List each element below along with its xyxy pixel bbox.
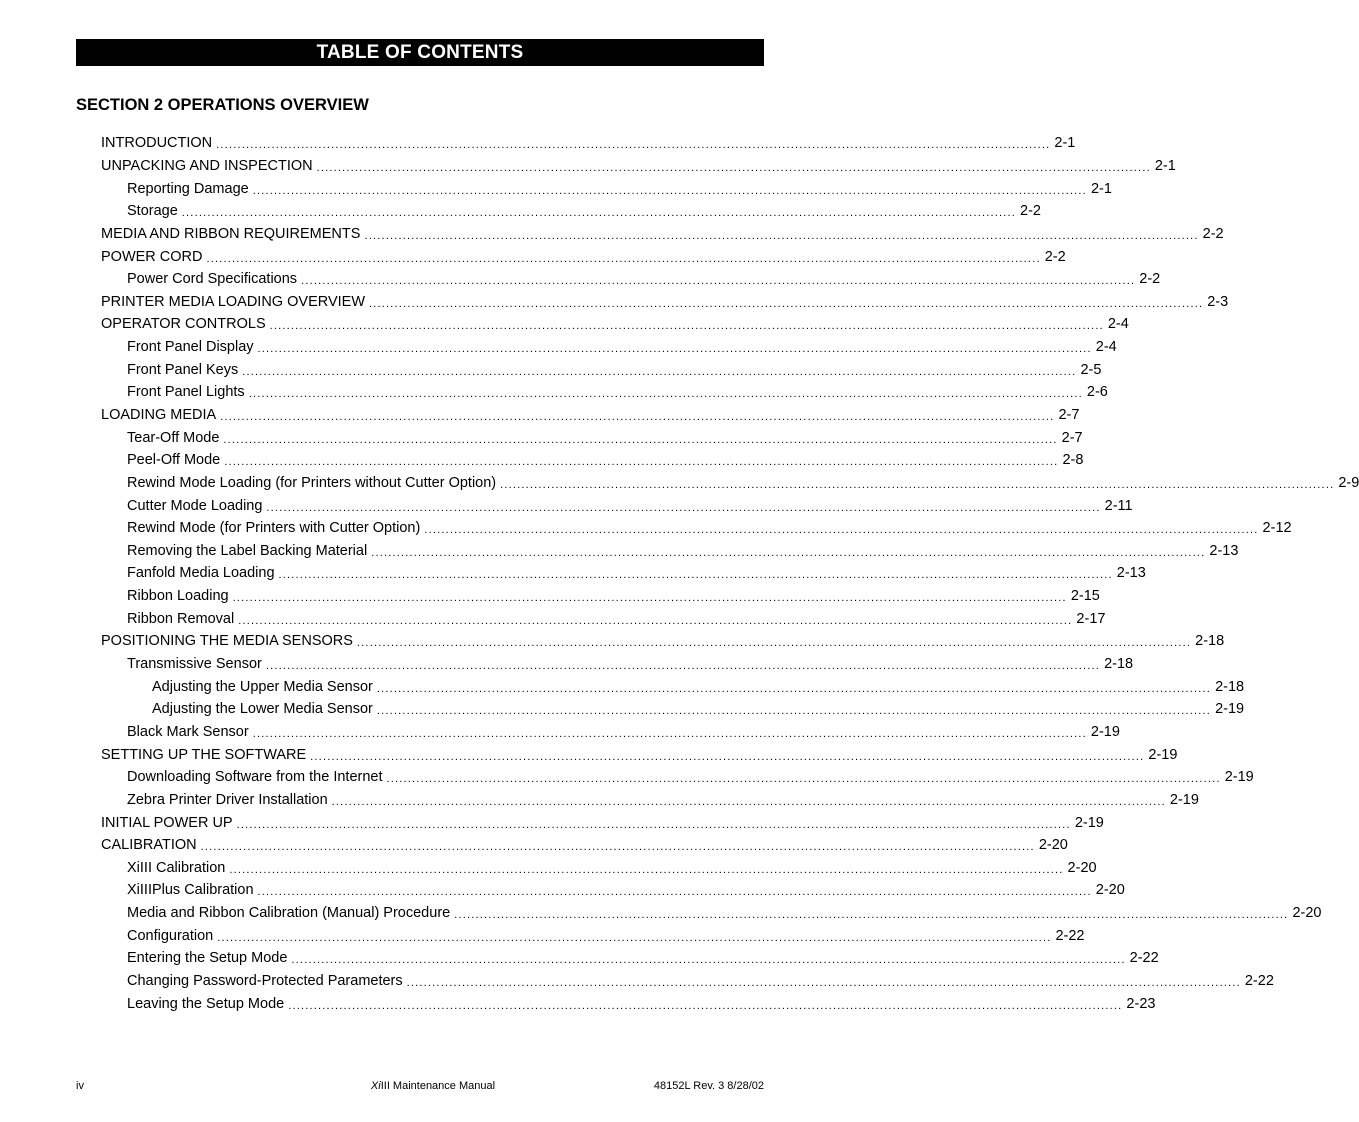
toc-entry-label: Front Panel Keys bbox=[127, 361, 239, 378]
toc-entry-page: 2-22 bbox=[1129, 950, 1159, 967]
toc-entry[interactable] bbox=[127, 381, 1108, 404]
dot-leader: .................................................................................................................................................................................................... bbox=[257, 886, 1092, 899]
toc-entry-page: 2-5 bbox=[1080, 361, 1102, 378]
toc-entry[interactable] bbox=[127, 426, 1083, 449]
toc-entry[interactable] bbox=[101, 811, 1104, 834]
toc-entry-page: 2-6 bbox=[1086, 384, 1108, 401]
toc-entry-page: 2-7 bbox=[1058, 407, 1080, 423]
dot-leader: .................................................................................................................................................................................................... bbox=[288, 999, 1123, 1012]
footer-manual-title-italic: Xi bbox=[370, 1080, 381, 1092]
toc-entry[interactable] bbox=[101, 155, 1176, 178]
toc-entry[interactable] bbox=[127, 607, 1106, 630]
toc-entry-label: Adjusting the Lower Media Sensor bbox=[152, 701, 373, 718]
toc-entry[interactable] bbox=[101, 245, 1066, 268]
toc-entry-label: Configuration bbox=[127, 927, 214, 944]
dot-leader: .................................................................................................................................................................................................... bbox=[229, 863, 1064, 876]
toc-entry-label: Front Panel Display bbox=[127, 339, 254, 356]
toc-entry-page: 2-15 bbox=[1070, 588, 1100, 605]
toc-entry-page: 2-4 bbox=[1095, 339, 1117, 356]
dot-leader: .................................................................................................................................................................................................... bbox=[265, 660, 1101, 673]
toc-entry-page: 2-8 bbox=[1062, 452, 1084, 469]
toc-entry-label: Fanfold Media Loading bbox=[127, 565, 275, 582]
dot-leader: .................................................................................................................................................................................................... bbox=[301, 275, 1136, 288]
dot-leader: .................................................................................................................................................................................................... bbox=[316, 161, 1151, 174]
toc-entry-label: Power Cord Specifications bbox=[127, 271, 298, 288]
toc-entry[interactable] bbox=[127, 721, 1120, 744]
toc-entry-label: Cutter Mode Loading bbox=[127, 497, 263, 514]
toc-entry-label: Transmissive Sensor bbox=[127, 656, 262, 673]
toc-entry-label: UNPACKING AND INSPECTION bbox=[101, 157, 313, 174]
dot-leader: .................................................................................................................................................................................................... bbox=[376, 705, 1212, 718]
toc-entry-page: 2-19 bbox=[1090, 723, 1120, 740]
dot-leader: .................................................................................................................................................................................................... bbox=[500, 478, 1335, 491]
toc-entry[interactable] bbox=[101, 630, 1225, 653]
toc-entry-label: POWER CORD bbox=[101, 248, 203, 265]
toc-entry-page: 2-9 bbox=[1338, 474, 1359, 491]
toc-entry[interactable] bbox=[127, 879, 1125, 902]
toc-entry-label: Zebra Printer Driver Installation bbox=[127, 791, 328, 808]
dot-leader: .................................................................................................................................................................................................... bbox=[217, 931, 1052, 944]
dot-leader: .................................................................................................................................................................................................... bbox=[356, 637, 1192, 650]
dot-leader: .................................................................................................................................................................................................... bbox=[310, 750, 1145, 763]
toc-entry-label: Storage bbox=[127, 203, 178, 220]
toc-entry-page: 2-19 bbox=[1215, 701, 1245, 718]
toc-entry-page: 2-12 bbox=[1262, 520, 1292, 537]
toc-entry-page: 2-7 bbox=[1061, 429, 1083, 446]
toc-entry-page: 2-19 bbox=[1224, 769, 1254, 786]
dot-leader: .................................................................................................................................................................................................... bbox=[242, 365, 1077, 378]
toc-entry[interactable] bbox=[127, 992, 1156, 1015]
toc-entry-label: INITIAL POWER UP bbox=[101, 814, 233, 831]
toc-entry-page: 2-1 bbox=[1154, 157, 1176, 174]
toc-entry[interactable] bbox=[127, 449, 1084, 472]
toc-entry-page: 2-13 bbox=[1116, 565, 1146, 582]
dot-leader: .................................................................................................................................................................................................... bbox=[278, 569, 1113, 582]
dot-leader: .................................................................................................................................................................................................... bbox=[454, 909, 1289, 922]
toc-entry[interactable] bbox=[101, 313, 1129, 336]
toc-entry[interactable] bbox=[127, 562, 1146, 585]
dot-leader: .................................................................................................................................................................................................... bbox=[406, 977, 1241, 990]
dot-leader: .................................................................................................................................................................................................... bbox=[232, 592, 1067, 605]
toc-entry-page: 2-2 bbox=[1044, 248, 1066, 265]
toc-entry[interactable] bbox=[127, 472, 1359, 495]
toc-entry-page: 2-22 bbox=[1055, 927, 1085, 944]
toc-entry-page: 2-18 bbox=[1195, 633, 1225, 650]
toc-entry-page: 2-19 bbox=[1148, 746, 1178, 763]
toc-entry-label: Leaving the Setup Mode bbox=[127, 995, 285, 1012]
toc-entry[interactable] bbox=[127, 766, 1254, 789]
toc-entry-label: Downloading Software from the Internet bbox=[127, 769, 383, 786]
dot-leader: .................................................................................................................................................................................................... bbox=[200, 841, 1035, 854]
toc-entry-label: CALIBRATION bbox=[101, 837, 197, 854]
toc-entry-label: POSITIONING THE MEDIA SENSORS bbox=[101, 633, 353, 650]
toc-entry-label: Removing the Label Backing Material bbox=[127, 542, 368, 559]
dot-leader: .................................................................................................................................................................................................... bbox=[364, 229, 1199, 242]
toc-entry-label: SETTING UP THE SOFTWARE bbox=[101, 746, 307, 763]
toc-entry-label: Front Panel Lights bbox=[127, 384, 245, 401]
footer-manual-title-rest: III Maintenance Manual bbox=[380, 1080, 496, 1092]
toc-entry-label: Changing Password-Protected Parameters bbox=[127, 973, 403, 990]
toc-entry[interactable] bbox=[127, 947, 1159, 970]
toc-entry-page: 2-20 bbox=[1038, 837, 1068, 854]
dot-leader: .................................................................................................................................................................................................... bbox=[223, 433, 1058, 446]
dot-leader: .................................................................................................................................................................................................... bbox=[266, 501, 1101, 514]
toc-entry[interactable] bbox=[101, 132, 1076, 155]
toc-entry[interactable] bbox=[152, 698, 1245, 721]
toc-entry[interactable] bbox=[127, 789, 1199, 812]
dot-leader: .................................................................................................................................................................................................... bbox=[224, 456, 1059, 469]
toc-entry[interactable] bbox=[127, 653, 1134, 676]
toc-entry-page: 2-1 bbox=[1090, 180, 1112, 197]
toc-entry-page: 2-17 bbox=[1076, 610, 1106, 627]
section-heading: SECTION 2 OPERATIONS OVERVIEW bbox=[76, 96, 369, 114]
toc-entry-page: 2-19 bbox=[1169, 791, 1199, 808]
toc-entry-page: 2-20 bbox=[1095, 882, 1125, 899]
toc-entry-label: Ribbon Removal bbox=[127, 610, 235, 627]
toc-banner bbox=[76, 39, 764, 66]
toc-title: TABLE OF CONTENTS bbox=[316, 42, 524, 63]
toc-entry-label: Rewind Mode (for Printers with Cutter Option) bbox=[127, 520, 421, 537]
dot-leader: .................................................................................................................................................................................................... bbox=[369, 297, 1204, 310]
toc-entry-label: Rewind Mode Loading (for Printers without Cutter Option) bbox=[127, 474, 497, 491]
toc-entry[interactable] bbox=[127, 494, 1133, 517]
toc-entry-page: 2-4 bbox=[1107, 316, 1129, 333]
dot-leader: .................................................................................................................................................................................................... bbox=[252, 727, 1087, 740]
toc-entry[interactable] bbox=[101, 223, 1224, 246]
toc-entry-page: 2-2 bbox=[1202, 225, 1224, 242]
toc-entry-page: 2-2 bbox=[1139, 271, 1161, 288]
toc-entry[interactable] bbox=[127, 268, 1161, 291]
toc-entry-label: XiIII Calibration bbox=[127, 859, 226, 876]
toc-entry-label: MEDIA AND RIBBON REQUIREMENTS bbox=[101, 225, 361, 242]
toc-entry-label: INTRODUCTION bbox=[101, 135, 213, 152]
toc-entry-label: OPERATOR CONTROLS bbox=[101, 316, 266, 333]
toc-entry[interactable] bbox=[127, 358, 1102, 381]
toc-entry[interactable] bbox=[127, 540, 1239, 563]
toc-entry-label: LOADING MEDIA bbox=[101, 407, 217, 423]
toc-entry[interactable] bbox=[127, 924, 1085, 947]
toc-entry-page: 2-20 bbox=[1067, 859, 1097, 876]
dot-leader: .................................................................................................................................................................................................... bbox=[424, 524, 1259, 537]
toc-entry[interactable] bbox=[127, 517, 1292, 540]
toc-entry-page: 2-18 bbox=[1215, 678, 1245, 695]
toc-entry-page: 2-22 bbox=[1244, 973, 1274, 990]
toc-entry[interactable] bbox=[101, 834, 1068, 857]
dot-leader: .................................................................................................................................................................................................... bbox=[386, 773, 1221, 786]
toc-entry-page: 2-18 bbox=[1104, 656, 1134, 673]
footer-revision: 48152L Rev. 3 8/28/02 bbox=[653, 1080, 764, 1092]
toc-entry[interactable] bbox=[127, 857, 1097, 880]
toc-entry-label: Reporting Damage bbox=[127, 180, 249, 197]
dot-leader: .................................................................................................................................................................................................... bbox=[238, 614, 1073, 627]
toc-entry-label: Ribbon Loading bbox=[127, 588, 229, 605]
dot-leader: .................................................................................................................................................................................................... bbox=[257, 343, 1092, 356]
toc-entry-page: 2-3 bbox=[1207, 293, 1229, 310]
toc-entry-label: Black Mark Sensor bbox=[127, 723, 249, 740]
toc-entry-label: XiIIIPlus Calibration bbox=[127, 882, 254, 899]
dot-leader: .................................................................................................................................................................................................... bbox=[269, 320, 1104, 333]
toc-entry-page: 2-13 bbox=[1209, 542, 1239, 559]
dot-leader: .................................................................................................................................................................................................... bbox=[220, 411, 1055, 423]
toc-entry-label: Entering the Setup Mode bbox=[127, 950, 288, 967]
dot-leader: .................................................................................................................................................................................................... bbox=[331, 795, 1166, 808]
toc-entry[interactable] bbox=[127, 336, 1117, 359]
dot-leader: .................................................................................................................................................................................................... bbox=[376, 682, 1212, 695]
dot-leader: .................................................................................................................................................................................................... bbox=[236, 818, 1071, 831]
toc-entry-page: 2-11 bbox=[1104, 497, 1133, 514]
toc-entry-label: Media and Ribbon Calibration (Manual) Procedure bbox=[127, 905, 451, 922]
dot-leader: .................................................................................................................................................................................................... bbox=[252, 184, 1087, 197]
toc-entry[interactable] bbox=[152, 675, 1245, 698]
dot-leader: .................................................................................................................................................................................................... bbox=[291, 954, 1126, 967]
toc-entry[interactable] bbox=[127, 970, 1274, 993]
toc-entry[interactable] bbox=[127, 177, 1112, 200]
toc-entry-page: 2-20 bbox=[1292, 905, 1322, 922]
dot-leader: .................................................................................................................................................................................................... bbox=[181, 207, 1017, 220]
footer-page-number: iv bbox=[76, 1080, 84, 1092]
toc-entry-label: Adjusting the Upper Media Sensor bbox=[152, 678, 373, 695]
toc-entry-label: PRINTER MEDIA LOADING OVERVIEW bbox=[101, 293, 366, 310]
toc-entry-page: 2-19 bbox=[1074, 814, 1104, 831]
dot-leader: .................................................................................................................................................................................................... bbox=[371, 546, 1206, 559]
toc-entry[interactable] bbox=[101, 404, 1080, 427]
toc-entry-label: Tear-Off Mode bbox=[127, 429, 220, 446]
toc-list bbox=[0, 132, 1359, 1015]
toc-entry[interactable] bbox=[127, 902, 1322, 925]
toc-entry-page: 2-2 bbox=[1020, 203, 1041, 220]
toc-entry-page: 2-1 bbox=[1054, 135, 1076, 152]
dot-leader: .................................................................................................................................................................................................... bbox=[216, 139, 1051, 152]
toc-entry[interactable] bbox=[127, 585, 1100, 608]
toc-entry-page: 2-23 bbox=[1126, 995, 1156, 1012]
toc-entry[interactable] bbox=[101, 290, 1229, 313]
dot-leader: .................................................................................................................................................................................................... bbox=[248, 388, 1083, 401]
toc-entry[interactable] bbox=[101, 743, 1178, 766]
toc-entry-label: Peel-Off Mode bbox=[127, 452, 221, 469]
dot-leader: .................................................................................................................................................................................................... bbox=[206, 252, 1041, 265]
toc-entry[interactable] bbox=[127, 200, 1041, 223]
